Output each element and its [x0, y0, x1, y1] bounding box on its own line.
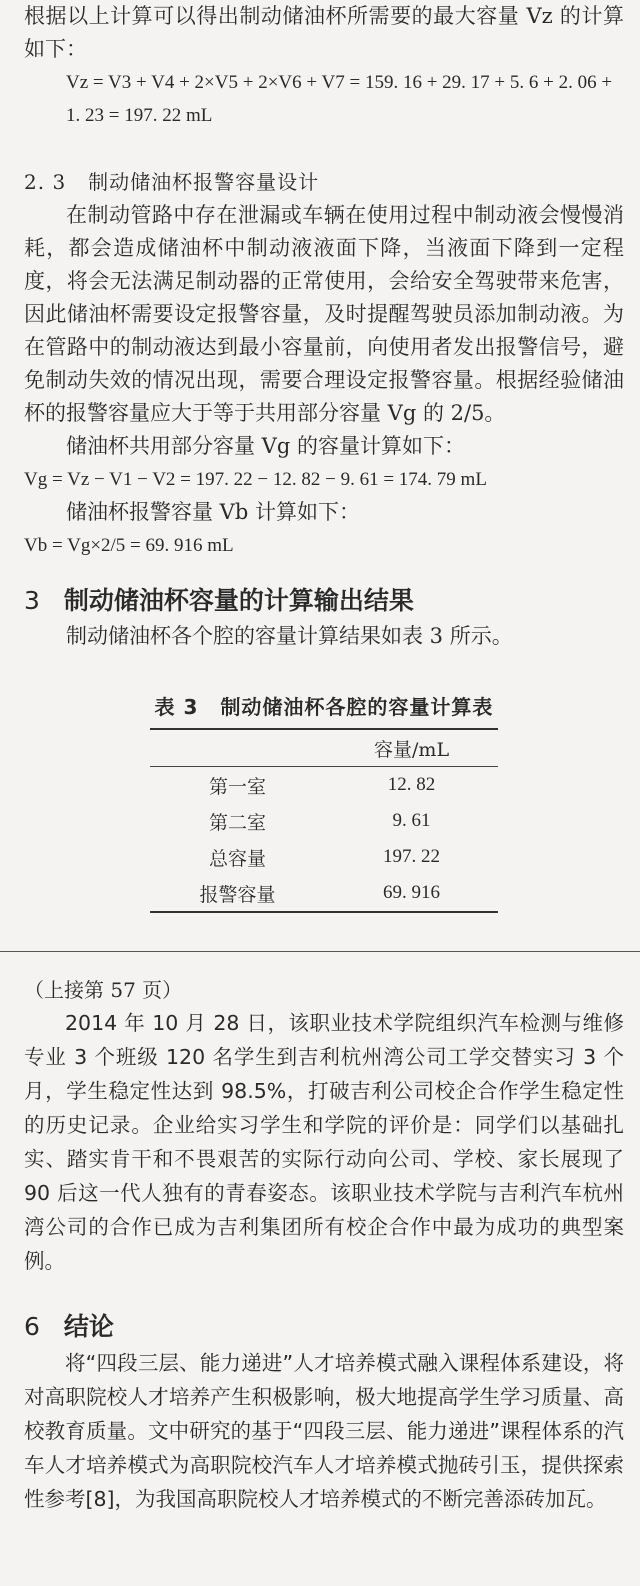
- paragraph-vb-intro: 储油杯报警容量 Vb 计算如下：: [66, 500, 360, 524]
- table-row: [150, 767, 498, 804]
- subsection-title: 制动储油杯报警容量设计: [88, 170, 320, 194]
- formula-vg: Vg = Vz − V1 − V2 = 197. 22 − 12. 82 − 9. 61 = 174. 79 mL: [24, 469, 487, 490]
- section-title: 制动储油杯容量的计算输出结果: [63, 586, 414, 615]
- section-title: 结论: [63, 1312, 114, 1341]
- subsection-heading-2-3: [24, 166, 624, 199]
- table-row: [150, 875, 498, 912]
- table-cell-value: 69. 916: [383, 882, 441, 903]
- table-cell-label: 总容量: [209, 847, 267, 870]
- paragraph-vg-intro: 储油杯共用部分容量 Vg 的容量计算如下：: [66, 434, 465, 458]
- capacity-table: [150, 728, 498, 913]
- paragraph-internship: 2014 年 10 月 28 日，该职业技术学院组织汽车检测与维修专业 3 个班级 120 名学生到吉利杭州湾公司工学交替实习 3 个月，学生稳定性达到 98.5%，打破吉利公司校企合作学生稳定性的历史记录。企业给实习学生和学院的评价是：同学们以基础扎实、踏实肯干和不畏艰苦的实际行动向公司、学校、家长展现了 90 后这一代人独有的青春姿态。该职业技术学院与吉利汽车杭州湾公司的合作已成为吉利集团所有校企合作中最为成功的典型案例。: [24, 1011, 624, 1273]
- table-cell-value: 12. 82: [387, 774, 436, 795]
- table-cell-label: 报警容量: [199, 883, 276, 906]
- formula-vz-line2: 1. 23 = 197. 22 mL: [66, 105, 213, 126]
- paragraph-conclusion: 将“四段三层、能力递进”人才培养模式融入课程体系建设，将对高职院校人才培养产生积极影响，极大地提高学生学习质量、高校教育质量。文中研究的基于“四段三层、能力递进”课程体系的汽车人才培养模式为高职院校汽车人才培养模式抛砖引玉，提供探索性参考[8]，为我国高职院校人才培养模式的不断完善添砖加瓦。: [24, 1351, 624, 1511]
- subsection-number: 2. 3: [24, 170, 67, 194]
- table-header-cell: 容量/mL: [325, 729, 498, 767]
- section-number: 3: [24, 586, 40, 615]
- paragraph-table-intro: 制动储油杯各个腔的容量计算结果如表 3 所示。: [66, 624, 513, 648]
- continued-label: （上接第 57 页）: [24, 978, 183, 1002]
- paragraph-vz-intro: 根据以上计算可以得出制动储油杯所需要的最大容量 Vz 的计算如下：: [24, 4, 624, 61]
- table-cell-value: 9. 61: [392, 810, 431, 831]
- section-number: 6: [24, 1312, 40, 1341]
- article-divider: [0, 951, 640, 952]
- table-cell-value: 197. 22: [383, 846, 441, 867]
- formula-vb: Vb = Vg×2/5 = 69. 916 mL: [24, 535, 234, 556]
- section-heading-6: [24, 1308, 624, 1346]
- table-caption: [24, 691, 624, 720]
- table-number: 表 3: [154, 695, 199, 719]
- table-cell-label: 第二室: [209, 811, 267, 834]
- section-heading-3: [24, 582, 624, 620]
- table-cell-label: 第一室: [209, 775, 267, 798]
- table-header-row: [150, 729, 498, 767]
- formula-vz-line1: Vz = V3 + V4 + 2×V5 + 2×V6 + V7 = 159. 16 + 29. 17 + 5. 6 + 2. 06 +: [66, 72, 613, 93]
- paragraph-alarm-design: 在制动管路中存在泄漏或车辆在使用过程中制动液会慢慢消耗，都会造成储油杯中制动液液面下降，当液面下降到一定程度，将会无法满足制动器的正常使用，会给安全驾驶带来危害，因此储油杯需要设定报警容量，及时提醒驾驶员添加制动液。为在管路中的制动液达到最小容量前，向使用者发出报警信号，避免制动失效的情况出现，需要合理设定报警容量。根据经验储油杯的报警容量应大于等于共用部分容量 Vg 的 2/5。: [24, 203, 624, 425]
- table-row: [150, 803, 498, 839]
- table-title: 制动储油杯各腔的容量计算表: [220, 695, 494, 719]
- table-header-cell: [150, 729, 325, 767]
- table-row: [150, 839, 498, 875]
